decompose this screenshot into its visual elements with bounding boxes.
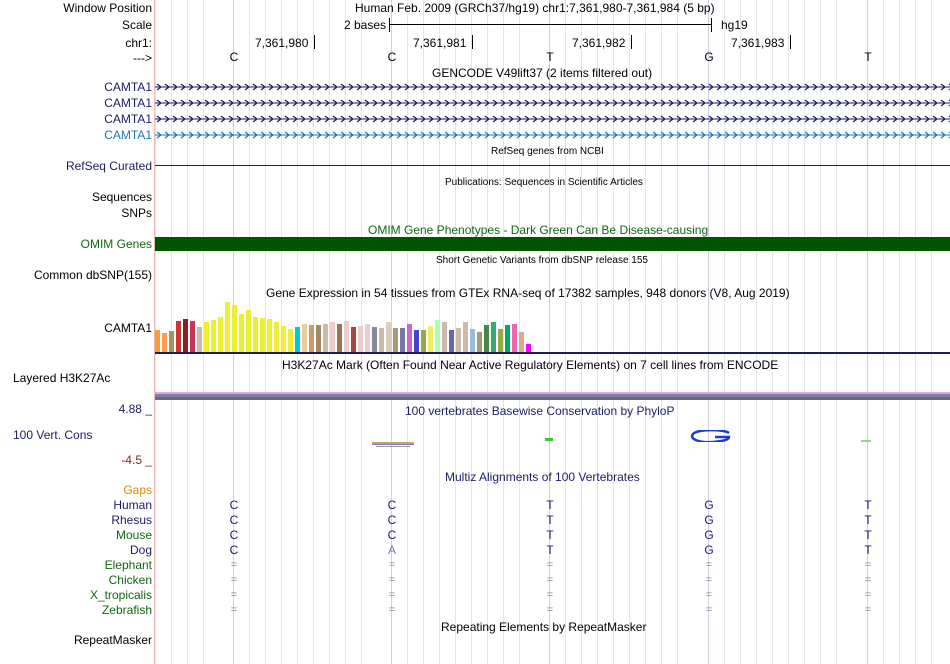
aligned-base: T xyxy=(864,498,872,512)
gtex-tissue-bar[interactable] xyxy=(225,302,230,352)
aligned-base: G xyxy=(704,513,714,527)
chevron-strand-icon xyxy=(155,82,950,92)
scale-text: 2 bases xyxy=(344,18,387,32)
aligned-base: = xyxy=(546,589,554,601)
aligned-base: C xyxy=(387,528,397,542)
gtex-tissue-bar[interactable] xyxy=(491,322,496,352)
gencode-gene-label-1[interactable]: CAMTA1 xyxy=(104,80,152,94)
gencode-transcript-2[interactable] xyxy=(155,98,950,108)
gtex-tissue-bar[interactable] xyxy=(169,331,174,352)
gtex-tissue-bar[interactable] xyxy=(197,327,202,352)
ref-base: C xyxy=(387,50,397,64)
track-label-column xyxy=(0,0,154,664)
gtex-tissue-bar[interactable] xyxy=(260,318,265,352)
conservation-mark xyxy=(376,446,410,447)
gtex-tissue-bar[interactable] xyxy=(274,322,279,352)
aligned-base: C xyxy=(229,498,239,512)
gtex-tissue-bar[interactable] xyxy=(218,317,223,352)
gtex-tissue-bar[interactable] xyxy=(281,326,286,352)
aligned-base: = xyxy=(864,589,872,601)
refseq-track-title: RefSeq genes from NCBI xyxy=(491,146,604,157)
publications-track-title: Publications: Sequences in Scientific Articles xyxy=(445,177,643,188)
ref-base: T xyxy=(546,50,554,64)
gtex-track-title: Gene Expression in 54 tissues from GTEx RNA-seq of 17382 samples, 948 donors (V8, Aug 2019) xyxy=(266,286,790,300)
gtex-tissue-bar[interactable] xyxy=(232,305,237,352)
aligned-base: T xyxy=(546,498,554,512)
gencode-transcript-1[interactable] xyxy=(155,82,950,92)
gtex-tissue-bar[interactable] xyxy=(267,319,272,352)
scale-bar-right-tick xyxy=(711,18,712,32)
species-label-rhesus: Rhesus xyxy=(111,513,152,527)
scale-db-text: hg19 xyxy=(721,18,748,32)
gtex-tissue-bar[interactable] xyxy=(302,324,307,352)
gtex-tissue-bar[interactable] xyxy=(379,328,384,352)
gtex-tissue-bar[interactable] xyxy=(519,332,524,352)
common-dbsnp-label[interactable]: Common dbSNP(155) xyxy=(33,268,152,282)
repeatmasker-track-title: Repeating Elements by RepeatMasker xyxy=(441,620,647,634)
omim-label[interactable]: OMIM Genes xyxy=(80,237,152,251)
aligned-base: = xyxy=(230,589,238,601)
gtex-tissue-bar[interactable] xyxy=(176,321,181,352)
coordinate-tick xyxy=(314,35,315,49)
gtex-tissue-bar[interactable] xyxy=(421,330,426,352)
gtex-gene-line xyxy=(155,352,950,354)
species-label-zebrafish: Zebrafish xyxy=(101,603,152,617)
conservation-logo-g xyxy=(689,430,733,442)
gtex-tissue-bar[interactable] xyxy=(246,310,251,352)
gtex-tissue-bar[interactable] xyxy=(512,324,517,352)
omim-track-title: OMIM Gene Phenotypes - Dark Green Can Be Disease-causing xyxy=(368,223,709,237)
gtex-bar-chart[interactable] xyxy=(155,300,555,352)
gtex-tissue-bar[interactable] xyxy=(155,330,160,352)
h3k27ac-track-title: H3K27Ac Mark (Often Found Near Active Regulatory Elements) on 7 cell lines from ENCODE xyxy=(282,358,779,372)
aligned-base: C xyxy=(387,513,397,527)
gencode-transcript-4[interactable] xyxy=(155,130,950,140)
aligned-base: = xyxy=(388,589,396,601)
aligned-base: C xyxy=(387,498,397,512)
aligned-base: T xyxy=(864,513,872,527)
aligned-base: C xyxy=(229,543,239,557)
repeatmasker-label[interactable]: RepeatMasker xyxy=(73,633,152,647)
gtex-tissue-bar[interactable] xyxy=(428,326,433,352)
strand-label: ---> xyxy=(133,51,152,65)
window-position-label: Window Position xyxy=(63,1,152,15)
gtex-tissue-bar[interactable] xyxy=(204,322,209,352)
aligned-base: = xyxy=(230,604,238,616)
gtex-tissue-bar[interactable] xyxy=(393,328,398,352)
gencode-track-title: GENCODE V49lift37 (2 items filtered out) xyxy=(432,66,653,80)
refseq-label[interactable]: RefSeq Curated xyxy=(65,159,152,173)
chevron-strand-icon xyxy=(155,114,950,124)
scale-bar xyxy=(389,24,711,25)
cons-track-label[interactable]: 100 Vert. Cons xyxy=(13,428,93,442)
gtex-tissue-bar[interactable] xyxy=(449,330,454,352)
chevron-strand-icon xyxy=(155,130,950,140)
gtex-tissue-bar[interactable] xyxy=(309,325,314,352)
gtex-tissue-bar[interactable] xyxy=(183,319,188,352)
gtex-tissue-bar[interactable] xyxy=(288,329,293,352)
gtex-tissue-bar[interactable] xyxy=(505,325,510,352)
gtex-tissue-bar[interactable] xyxy=(526,344,531,352)
gencode-gene-label-2[interactable]: CAMTA1 xyxy=(104,96,152,110)
gtex-tissue-bar[interactable] xyxy=(407,324,412,352)
gtex-tissue-bar[interactable] xyxy=(456,328,461,352)
multiz-track-title: Multiz Alignments of 100 Vertebrates xyxy=(445,470,640,484)
gtex-tissue-bar[interactable] xyxy=(344,321,349,352)
ref-base: C xyxy=(229,50,239,64)
chevron-strand-icon xyxy=(155,98,950,108)
gencode-gene-label-4[interactable]: CAMTA1 xyxy=(104,128,152,142)
ref-base: G xyxy=(704,50,714,64)
species-label-xtropicalis: X_tropicalis xyxy=(89,588,152,602)
phylop-track-title: 100 vertebrates Basewise Conservation by PhyloP xyxy=(405,404,675,418)
aligned-base: = xyxy=(230,574,238,586)
gtex-tissue-bar[interactable] xyxy=(372,327,377,352)
gtex-tissue-bar[interactable] xyxy=(414,330,419,352)
coordinate-label: 7,361,982 xyxy=(572,36,626,50)
h3k27ac-signal-layer xyxy=(155,397,950,400)
coordinate-label: 7,361,980 xyxy=(255,36,309,50)
ref-base: T xyxy=(864,50,872,64)
gtex-tissue-bar[interactable] xyxy=(323,324,328,352)
h3k27ac-label[interactable]: Layered H3K27Ac xyxy=(13,371,111,385)
species-label-chicken: Chicken xyxy=(108,573,152,587)
coordinate-label: 7,361,981 xyxy=(413,36,467,50)
coordinate-tick xyxy=(790,35,791,49)
aligned-base: T xyxy=(546,528,554,542)
conservation-mark xyxy=(545,438,553,441)
aligned-base: T xyxy=(864,543,872,557)
aligned-base: C xyxy=(229,513,239,527)
gtex-tissue-bar[interactable] xyxy=(435,320,440,352)
gtex-tissue-bar[interactable] xyxy=(337,324,342,352)
gtex-gene-label[interactable]: CAMTA1 xyxy=(104,321,152,335)
aligned-base: G xyxy=(704,498,714,512)
aligned-base: = xyxy=(705,589,713,601)
gtex-tissue-bar[interactable] xyxy=(253,317,258,352)
aligned-base: = xyxy=(388,559,396,571)
refseq-gene-line[interactable] xyxy=(155,165,950,166)
gtex-tissue-bar[interactable] xyxy=(498,329,503,352)
assembly-position-text: Human Feb. 2009 (GRCh37/hg19) chr1:7,361,980-7,361,984 (5 bp) xyxy=(355,1,715,15)
aligned-base: = xyxy=(230,559,238,571)
gtex-tissue-bar[interactable] xyxy=(386,322,391,352)
sequences-label[interactable]: Sequences xyxy=(91,190,152,204)
aligned-base: = xyxy=(388,604,396,616)
gtex-tissue-bar[interactable] xyxy=(316,325,321,352)
species-label-mouse: Mouse xyxy=(115,528,152,542)
aligned-base: = xyxy=(546,559,554,571)
gtex-tissue-bar[interactable] xyxy=(358,326,363,352)
aligned-base: = xyxy=(864,559,872,571)
scale-bar-left-tick xyxy=(389,18,390,32)
aligned-base: T xyxy=(546,513,554,527)
gtex-tissue-bar[interactable] xyxy=(162,333,167,352)
species-label-dog: Dog xyxy=(129,543,152,557)
conservation-mark xyxy=(372,444,414,445)
dbsnp-track-title: Short Genetic Variants from dbSNP release 155 xyxy=(436,255,648,266)
chrom-label: chr1: xyxy=(125,36,152,50)
aligned-base: G xyxy=(704,528,714,542)
scale-label: Scale xyxy=(121,18,152,32)
gtex-tissue-bar[interactable] xyxy=(484,325,489,352)
aligned-base-mismatch: A xyxy=(387,543,396,557)
omim-gene-bar[interactable] xyxy=(155,237,950,251)
gtex-tissue-bar[interactable] xyxy=(470,329,475,352)
aligned-base: = xyxy=(546,574,554,586)
gtex-tissue-bar[interactable] xyxy=(190,321,195,352)
gtex-tissue-bar[interactable] xyxy=(239,314,244,352)
aligned-base: T xyxy=(864,528,872,542)
cons-max-label: 4.88 _ xyxy=(118,402,152,416)
coordinate-label: 7,361,983 xyxy=(731,36,785,50)
aligned-base: G xyxy=(704,543,714,557)
gtex-tissue-bar[interactable] xyxy=(477,332,482,352)
aligned-base: = xyxy=(864,604,872,616)
gtex-tissue-bar[interactable] xyxy=(463,322,468,352)
gtex-tissue-bar[interactable] xyxy=(330,322,335,352)
coordinate-tick xyxy=(631,35,632,49)
aligned-base: C xyxy=(229,528,239,542)
gtex-tissue-bar[interactable] xyxy=(351,327,356,352)
gencode-transcript-3[interactable] xyxy=(155,114,950,124)
cons-min-label: -4.5 _ xyxy=(121,453,152,467)
gaps-label: Gaps xyxy=(123,483,152,497)
species-label-human: Human xyxy=(113,498,152,512)
aligned-base: = xyxy=(705,559,713,571)
snps-label[interactable]: SNPs xyxy=(121,206,152,220)
track-image-area[interactable] xyxy=(155,0,950,664)
aligned-base: T xyxy=(546,543,554,557)
species-label-elephant: Elephant xyxy=(104,558,152,572)
conservation-mark xyxy=(861,440,871,442)
gtex-tissue-bar[interactable] xyxy=(365,324,370,352)
aligned-base: = xyxy=(864,574,872,586)
aligned-base: = xyxy=(388,574,396,586)
gencode-gene-label-3[interactable]: CAMTA1 xyxy=(104,112,152,126)
gtex-tissue-bar[interactable] xyxy=(400,328,405,352)
gtex-tissue-bar[interactable] xyxy=(442,322,447,352)
gtex-tissue-bar[interactable] xyxy=(295,327,300,352)
coordinate-tick xyxy=(472,35,473,49)
aligned-base: = xyxy=(705,574,713,586)
aligned-base: = xyxy=(705,604,713,616)
gtex-tissue-bar[interactable] xyxy=(211,320,216,352)
aligned-base: = xyxy=(546,604,554,616)
